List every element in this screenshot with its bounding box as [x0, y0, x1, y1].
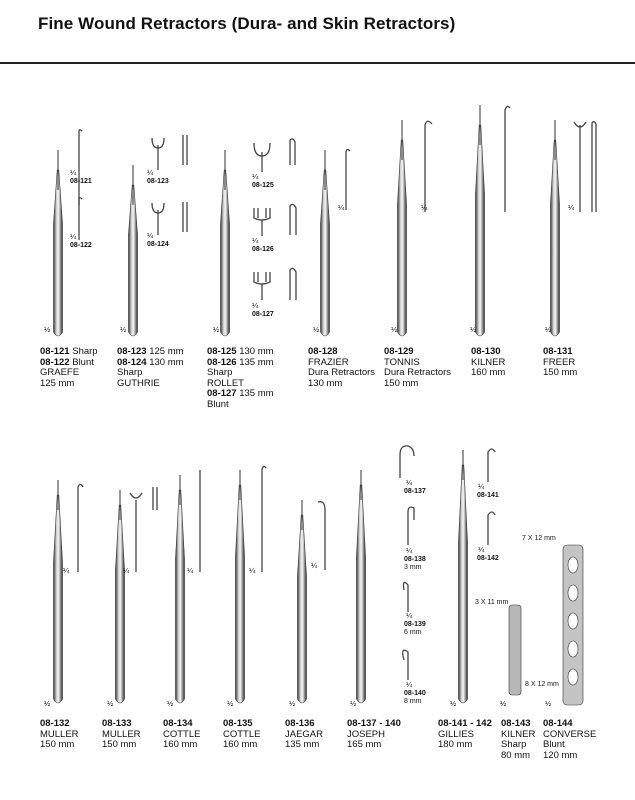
scale-fraction: ½	[545, 699, 552, 708]
item-number: 08-133	[102, 718, 132, 729]
item-number: 08-136	[285, 718, 315, 729]
caption-line	[543, 751, 596, 762]
instrument-handle	[54, 495, 63, 703]
scale-fraction-quarter: ¼	[249, 566, 256, 575]
rake-side	[290, 139, 295, 165]
scale-fraction-quarter: ¼	[252, 301, 259, 310]
instrument-handle	[357, 485, 366, 703]
hook-tip	[79, 198, 82, 240]
caption-line	[308, 379, 375, 390]
item-detail: 120 mm	[543, 749, 578, 761]
item-detail: Sharp	[117, 367, 143, 378]
scale-fraction: ½	[44, 325, 51, 334]
scale-fraction: ½	[44, 699, 51, 708]
double-hook	[408, 507, 414, 545]
fork-side	[183, 202, 187, 232]
item-number: 08-132	[40, 718, 70, 729]
item-detail: 180 mm	[438, 739, 473, 750]
item-detail: CONVERSE	[543, 728, 597, 740]
scale-fraction: ½	[167, 699, 174, 708]
fork-tip	[574, 122, 586, 212]
caption-line	[102, 740, 141, 751]
caption-08-121	[40, 347, 98, 389]
label-08-127: 08-127	[252, 311, 274, 318]
fork-tip	[130, 493, 142, 572]
item-detail: Sharp	[207, 367, 233, 378]
item-detail: Dura Retractors	[384, 367, 452, 378]
scale-fraction: ½	[120, 325, 127, 334]
fork-side	[183, 135, 187, 165]
item-detail: Blunt	[543, 739, 565, 750]
item-detail: 130 mm	[149, 356, 184, 368]
instrument-handle	[551, 140, 560, 336]
scale-fraction-quarter: ¼	[70, 232, 77, 241]
caption-08-131	[543, 347, 577, 379]
item-detail: 150 mm	[543, 367, 578, 378]
instrument-handle	[236, 485, 245, 703]
caption-08-141-142	[438, 719, 492, 751]
hook-tip	[505, 106, 510, 212]
item-detail: 165 mm	[347, 739, 382, 750]
caption-08-123	[117, 347, 184, 389]
item-number: 08-124	[117, 356, 147, 368]
dim-8x12: 8 X 12 mm	[525, 681, 559, 688]
scale-fraction: ½	[391, 325, 398, 334]
item-detail: 125 mm	[149, 346, 184, 357]
hook-tip	[488, 512, 495, 545]
item-number: 08-135	[223, 718, 253, 729]
item-detail: JOSEPH	[347, 728, 386, 740]
scale-fraction: ½	[313, 325, 320, 334]
item-detail: 135 mm	[239, 356, 274, 368]
label-08-142: 08-142	[477, 555, 499, 562]
item-detail: 135 mm	[285, 739, 320, 750]
instrument-handle	[221, 170, 230, 336]
scale-fraction-quarter: ¼	[252, 172, 259, 181]
fork-tip	[152, 203, 164, 235]
caption-line	[117, 379, 184, 390]
item-detail: 80 mm	[501, 749, 531, 761]
scale-fraction-quarter: ¼	[406, 680, 413, 689]
item-detail: 130 mm	[239, 346, 274, 357]
item-number: 08-127	[207, 388, 237, 399]
instrument-handle	[398, 140, 407, 336]
item-number: 08-122	[40, 356, 70, 368]
item-detail: 125 mm	[40, 377, 75, 389]
item-number: 08-121	[40, 346, 70, 357]
item-detail: MULLER	[102, 728, 141, 740]
item-detail: Dura Retractors	[308, 367, 376, 378]
caption-line	[438, 740, 492, 751]
kilner-hook-body	[509, 605, 521, 695]
label-08-137: 08-137	[404, 488, 426, 495]
item-number: 08-144	[543, 718, 573, 729]
instrument-handle	[298, 515, 307, 703]
item-detail: FRAZIER	[308, 356, 349, 368]
item-number: 08-126	[207, 356, 237, 368]
scale-fraction: ½	[470, 325, 477, 334]
hook-tip	[425, 121, 432, 212]
scale-fraction-quarter: ¼	[70, 168, 77, 177]
caption-08-137-140	[347, 719, 401, 751]
fork-tip	[152, 138, 164, 170]
scale-fraction-quarter: ¼	[406, 546, 413, 555]
instrument-handle	[54, 170, 63, 336]
sub-label-3mm: 3 mm	[404, 564, 422, 571]
scale-fraction: ½	[227, 699, 234, 708]
item-detail: KILNER	[501, 728, 536, 740]
label-08-141: 08-141	[477, 492, 499, 499]
hook-tip	[318, 502, 325, 570]
item-detail: 130 mm	[308, 377, 343, 389]
caption-08-125	[207, 347, 274, 410]
item-detail: 150 mm	[102, 739, 137, 750]
label-08-138: 08-138	[404, 556, 426, 563]
page-title: Fine Wound Retractors (Dura- and Skin Retractors)	[38, 14, 456, 33]
item-number: 08-134	[163, 718, 193, 729]
item-detail: ROLLET	[207, 377, 244, 389]
item-detail: Sharp	[501, 739, 527, 750]
item-number: 08-125	[207, 346, 237, 357]
label-08-125: 08-125	[252, 182, 274, 189]
hook-tip	[262, 466, 266, 572]
item-detail: Blunt	[207, 398, 229, 410]
double-hook	[404, 582, 409, 612]
instrument-handle	[476, 125, 485, 336]
scale-fraction-quarter: ¼	[123, 566, 130, 575]
caption-08-144	[543, 719, 596, 761]
scale-fraction: ½	[213, 325, 220, 334]
caption-line	[347, 740, 401, 751]
label-08-140: 08-140	[404, 690, 426, 697]
rake-tip	[254, 272, 270, 300]
item-detail: 160 mm	[471, 367, 506, 378]
caption-line	[207, 400, 274, 411]
rake-side	[290, 268, 296, 300]
scale-fraction-quarter: ¼	[187, 566, 194, 575]
instrument-handle	[129, 185, 138, 336]
item-detail: GILLIES	[438, 728, 474, 740]
converse-hole	[568, 641, 578, 657]
instrument-handle	[321, 170, 330, 336]
label-08-126: 08-126	[252, 246, 274, 253]
fork-side	[592, 122, 596, 212]
item-number: 08-129	[384, 346, 414, 357]
item-detail: TONNIS	[384, 356, 420, 368]
instrument-handle	[459, 465, 468, 703]
item-detail: COTTLE	[163, 728, 201, 740]
scale-fraction-quarter: ¼	[147, 168, 154, 177]
scale-fraction-quarter: ¼	[421, 203, 428, 212]
scale-fraction: ½	[350, 699, 357, 708]
hook-tip	[488, 449, 495, 482]
caption-08-128	[308, 347, 375, 389]
item-detail: GUTHRIE	[117, 377, 160, 389]
item-number: 08-123	[117, 346, 147, 357]
instrument-handle	[176, 490, 185, 703]
scale-fraction-quarter: ¼	[568, 203, 575, 212]
caption-08-143	[501, 719, 535, 761]
scale-fraction: ½	[450, 699, 457, 708]
caption-line	[501, 751, 535, 762]
item-number: 08-128	[308, 346, 338, 357]
converse-hole	[568, 585, 578, 601]
label-08-139: 08-139	[404, 621, 426, 628]
scale-fraction-quarter: ¼	[338, 203, 345, 212]
double-hook	[400, 446, 414, 478]
rake-tip	[254, 208, 270, 236]
caption-08-130	[471, 347, 505, 379]
converse-hole	[568, 613, 578, 629]
double-hook	[403, 650, 408, 680]
rake-side	[290, 204, 296, 235]
scale-fraction-quarter: ¼	[478, 482, 485, 491]
item-detail: COTTLE	[223, 728, 261, 740]
dim-7x12: 7 X 12 mm	[522, 535, 556, 542]
item-detail: GRAEFE	[40, 367, 80, 378]
instrument-handle	[116, 505, 125, 703]
item-detail: Sharp	[72, 346, 98, 357]
scale-fraction-quarter: ¼	[311, 561, 318, 570]
caption-08-133	[102, 719, 141, 751]
dim-3x11: 3 X 11 mm	[475, 599, 509, 606]
scale-fraction-quarter: ¼	[478, 545, 485, 554]
rake-tip	[254, 143, 270, 172]
hook-tip	[346, 150, 350, 210]
item-number: 08-131	[543, 346, 573, 357]
sub-label-6mm: 6 mm	[404, 629, 422, 636]
item-detail: KILNER	[471, 356, 506, 368]
item-detail: 160 mm	[223, 739, 258, 750]
caption-08-129	[384, 347, 451, 389]
scale-fraction-quarter: ¼	[147, 231, 154, 240]
item-number: 08-143	[501, 718, 531, 729]
caption-line	[384, 379, 451, 390]
item-number: 08-137 - 140	[347, 718, 401, 729]
caption-line	[40, 379, 98, 390]
caption-08-134	[163, 719, 200, 751]
label-08-121: 08-121	[70, 178, 92, 185]
item-number: 08-141 - 142	[438, 718, 492, 729]
caption-line	[285, 740, 323, 751]
scale-fraction: ½	[500, 699, 507, 708]
scale-fraction-quarter: ¼	[252, 236, 259, 245]
caption-line	[163, 740, 200, 751]
item-detail: FREER	[543, 356, 576, 368]
label-08-124: 08-124	[147, 241, 169, 248]
item-detail: 160 mm	[163, 739, 198, 750]
item-number: 08-130	[471, 346, 501, 357]
scale-fraction: ½	[289, 699, 296, 708]
scale-fraction-quarter: ¼	[406, 478, 413, 487]
hook-tip	[78, 485, 83, 573]
hook-tip	[79, 130, 82, 205]
caption-line	[223, 740, 260, 751]
scale-fraction: ½	[545, 325, 552, 334]
label-08-122: 08-122	[70, 242, 92, 249]
caption-08-136	[285, 719, 323, 751]
label-08-123: 08-123	[147, 178, 169, 185]
caption-line	[471, 368, 505, 379]
item-detail: Blunt	[72, 356, 94, 368]
sub-label-8mm: 8 mm	[404, 698, 422, 705]
caption-line	[40, 740, 79, 751]
item-detail: 150 mm	[40, 739, 75, 750]
converse-hole	[568, 669, 578, 685]
converse-hole	[568, 557, 578, 573]
caption-line	[543, 368, 577, 379]
item-detail: MULLER	[40, 728, 79, 740]
fork-side	[153, 487, 157, 510]
scale-fraction-quarter: ¼	[63, 566, 70, 575]
caption-08-135	[223, 719, 260, 751]
item-detail: 150 mm	[384, 377, 419, 389]
caption-08-132	[40, 719, 79, 751]
scale-fraction-quarter: ¼	[406, 611, 413, 620]
item-detail: 135 mm	[239, 388, 274, 399]
scale-fraction: ½	[107, 699, 114, 708]
item-detail: JAEGAR	[285, 728, 324, 740]
